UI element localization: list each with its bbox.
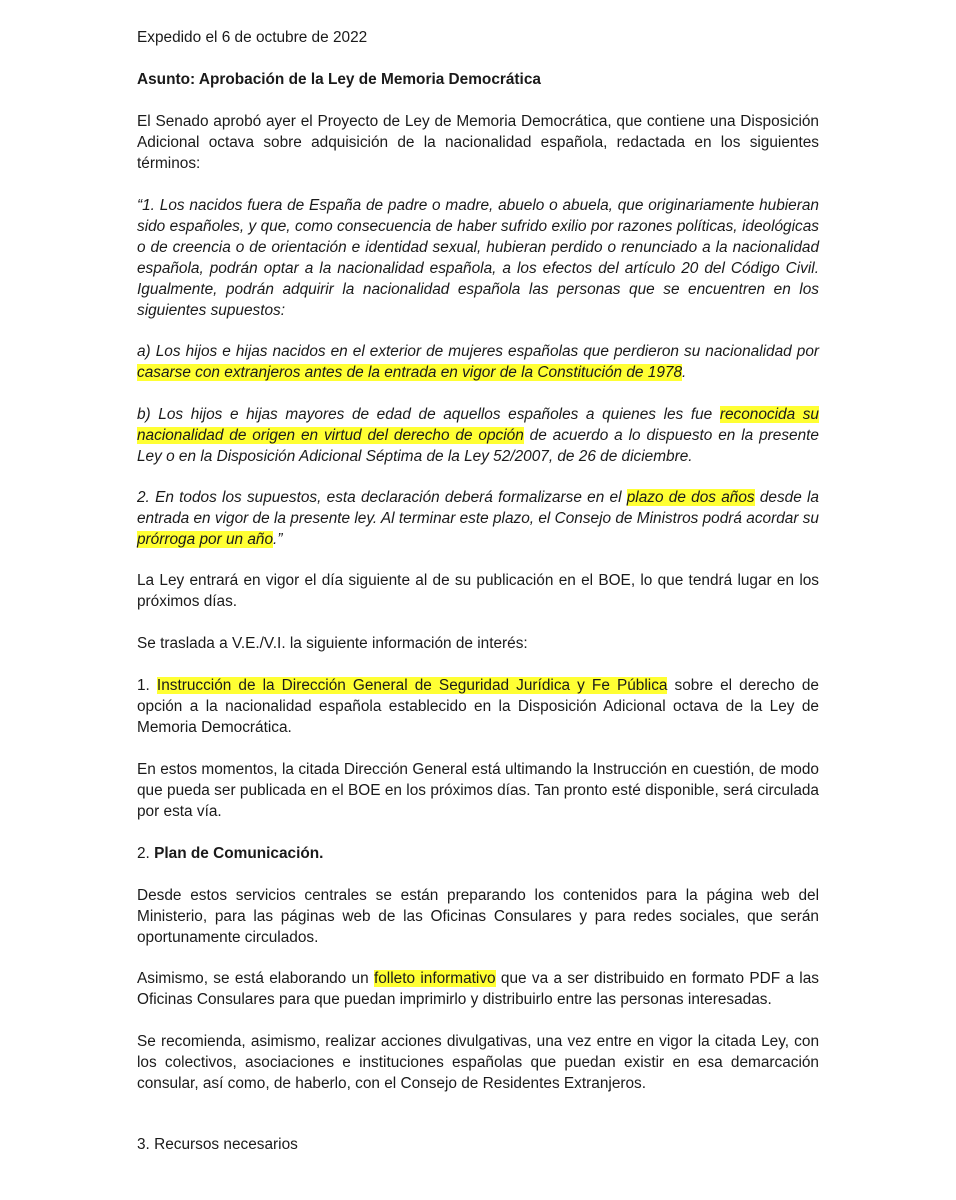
highlight-derecho-opcion: reconocida su nacionalidad de origen en virtud del derecho de opción bbox=[137, 406, 819, 444]
quote-paragraph-2 bbox=[137, 487, 819, 550]
item-1-paragraph bbox=[137, 675, 819, 738]
item-1-text: sobre el derecho de opción a la nacionalidad española establecido en la Disposición Adicional octava de la Ley de Memoria Democrática. bbox=[137, 677, 819, 736]
date-line: Expedido el 6 de octubre de 2022 bbox=[137, 29, 368, 46]
quote-paragraph-a bbox=[137, 341, 819, 383]
highlight-plazo: plazo de dos años bbox=[626, 489, 755, 506]
item-2-p2-rest: que va a ser distribuido en formato PDF a las Oficinas Consulares para que puedan imprimirlo y distribuirlo entre las personas interesadas. bbox=[137, 970, 819, 1008]
item-2-title: Plan de Comunicación. bbox=[154, 845, 324, 862]
quote-a-text: a) Los hijos e hijas nacidos en el exterior de mujeres españolas que perdieron su nacionalidad por bbox=[137, 343, 819, 360]
quote-2-mid: desde la entrada en vigor de la presente ley. Al terminar este plazo, el Consejo de Ministros podrá acordar su bbox=[137, 489, 819, 527]
subject-line: Asunto: Aprobación de la Ley de Memoria Democrática bbox=[137, 71, 541, 88]
quote-a-end: . bbox=[682, 364, 687, 381]
quote-2-text: 2. En todos los supuestos, esta declaración deberá formalizarse en el bbox=[137, 489, 627, 506]
item-1-detail: En estos momentos, la citada Dirección General está ultimando la Instrucción en cuestión, de modo que pueda ser publicada en el BOE en los próximos días. Tan pronto esté disponible, será circulada por esta vía. bbox=[137, 761, 819, 820]
item-2-paragraph-3: Se recomienda, asimismo, realizar acciones divulgativas, una vez entre en vigor la citada Ley, con los colectivos, asociaciones e instituciones españolas que puedan existir en esa demarcación consular, así como, de haberlo, con el Consejo de Residentes Extranjeros. bbox=[137, 1033, 819, 1092]
item-3-heading: 3. Recursos necesarios bbox=[137, 1136, 298, 1153]
highlight-folleto: folleto informativo bbox=[373, 970, 496, 987]
quote-paragraph-b bbox=[137, 404, 819, 467]
intro-paragraph: El Senado aprobó ayer el Proyecto de Ley de Memoria Democrática, que contiene una Disposición Adicional octava sobre adquisición de la nacionalidad española, redactada en los siguientes términos: bbox=[137, 113, 819, 172]
highlight-prorroga: prórroga por un año bbox=[137, 531, 274, 548]
highlight-instruccion: Instrucción de la Dirección General de Seguridad Jurídica y Fe Pública bbox=[156, 677, 668, 694]
quote-b-text: b) Los hijos e hijas mayores de edad de aquellos españoles a quienes les fue bbox=[137, 406, 720, 423]
item-2-paragraph-2 bbox=[137, 968, 819, 1010]
entry-into-force-paragraph: La Ley entrará en vigor el día siguiente al de su publicación en el BOE, lo que tendrá lugar en los próximos días. bbox=[137, 572, 819, 610]
quote-2-end: .” bbox=[273, 531, 283, 548]
item-1-number: 1. bbox=[137, 677, 157, 694]
quote-paragraph-1: “1. Los nacidos fuera de España de padre o madre, abuelo o abuela, que originariamente hubieran sido españoles, y que, como consecuencia de haber sufrido exilio por razones políticas, ideológicas o de creencia o de orientación e identidad sexual, hubieran perdido o renunciado a la nacionalidad española, podrán optar a la nacionalidad española, a los efectos del artículo 20 del Código Civil. Igualmente, podrán adquirir la nacionalidad española las personas que se encuentren en los siguientes supuestos: bbox=[137, 197, 819, 319]
item-2-paragraph-1: Desde estos servicios centrales se están preparando los contenidos para la página web del Ministerio, para las páginas web de las Oficinas Consulares y para redes sociales, que serán oportunamente circulados. bbox=[137, 887, 819, 946]
info-intro: Se traslada a V.E./V.I. la siguiente información de interés: bbox=[137, 635, 528, 652]
highlight-constitucion: casarse con extranjeros antes de la entrada en vigor de la Constitución de 1978 bbox=[137, 364, 682, 381]
item-2-number: 2. bbox=[137, 845, 155, 862]
item-2-p2-text: Asimismo, se está elaborando un bbox=[137, 970, 374, 987]
quote-b-rest: de acuerdo a lo dispuesto en la presente Ley o en la Disposición Adicional Séptima de la Ley 52/2007, de 26 de diciembre. bbox=[137, 427, 819, 465]
item-2-heading bbox=[137, 843, 819, 864]
